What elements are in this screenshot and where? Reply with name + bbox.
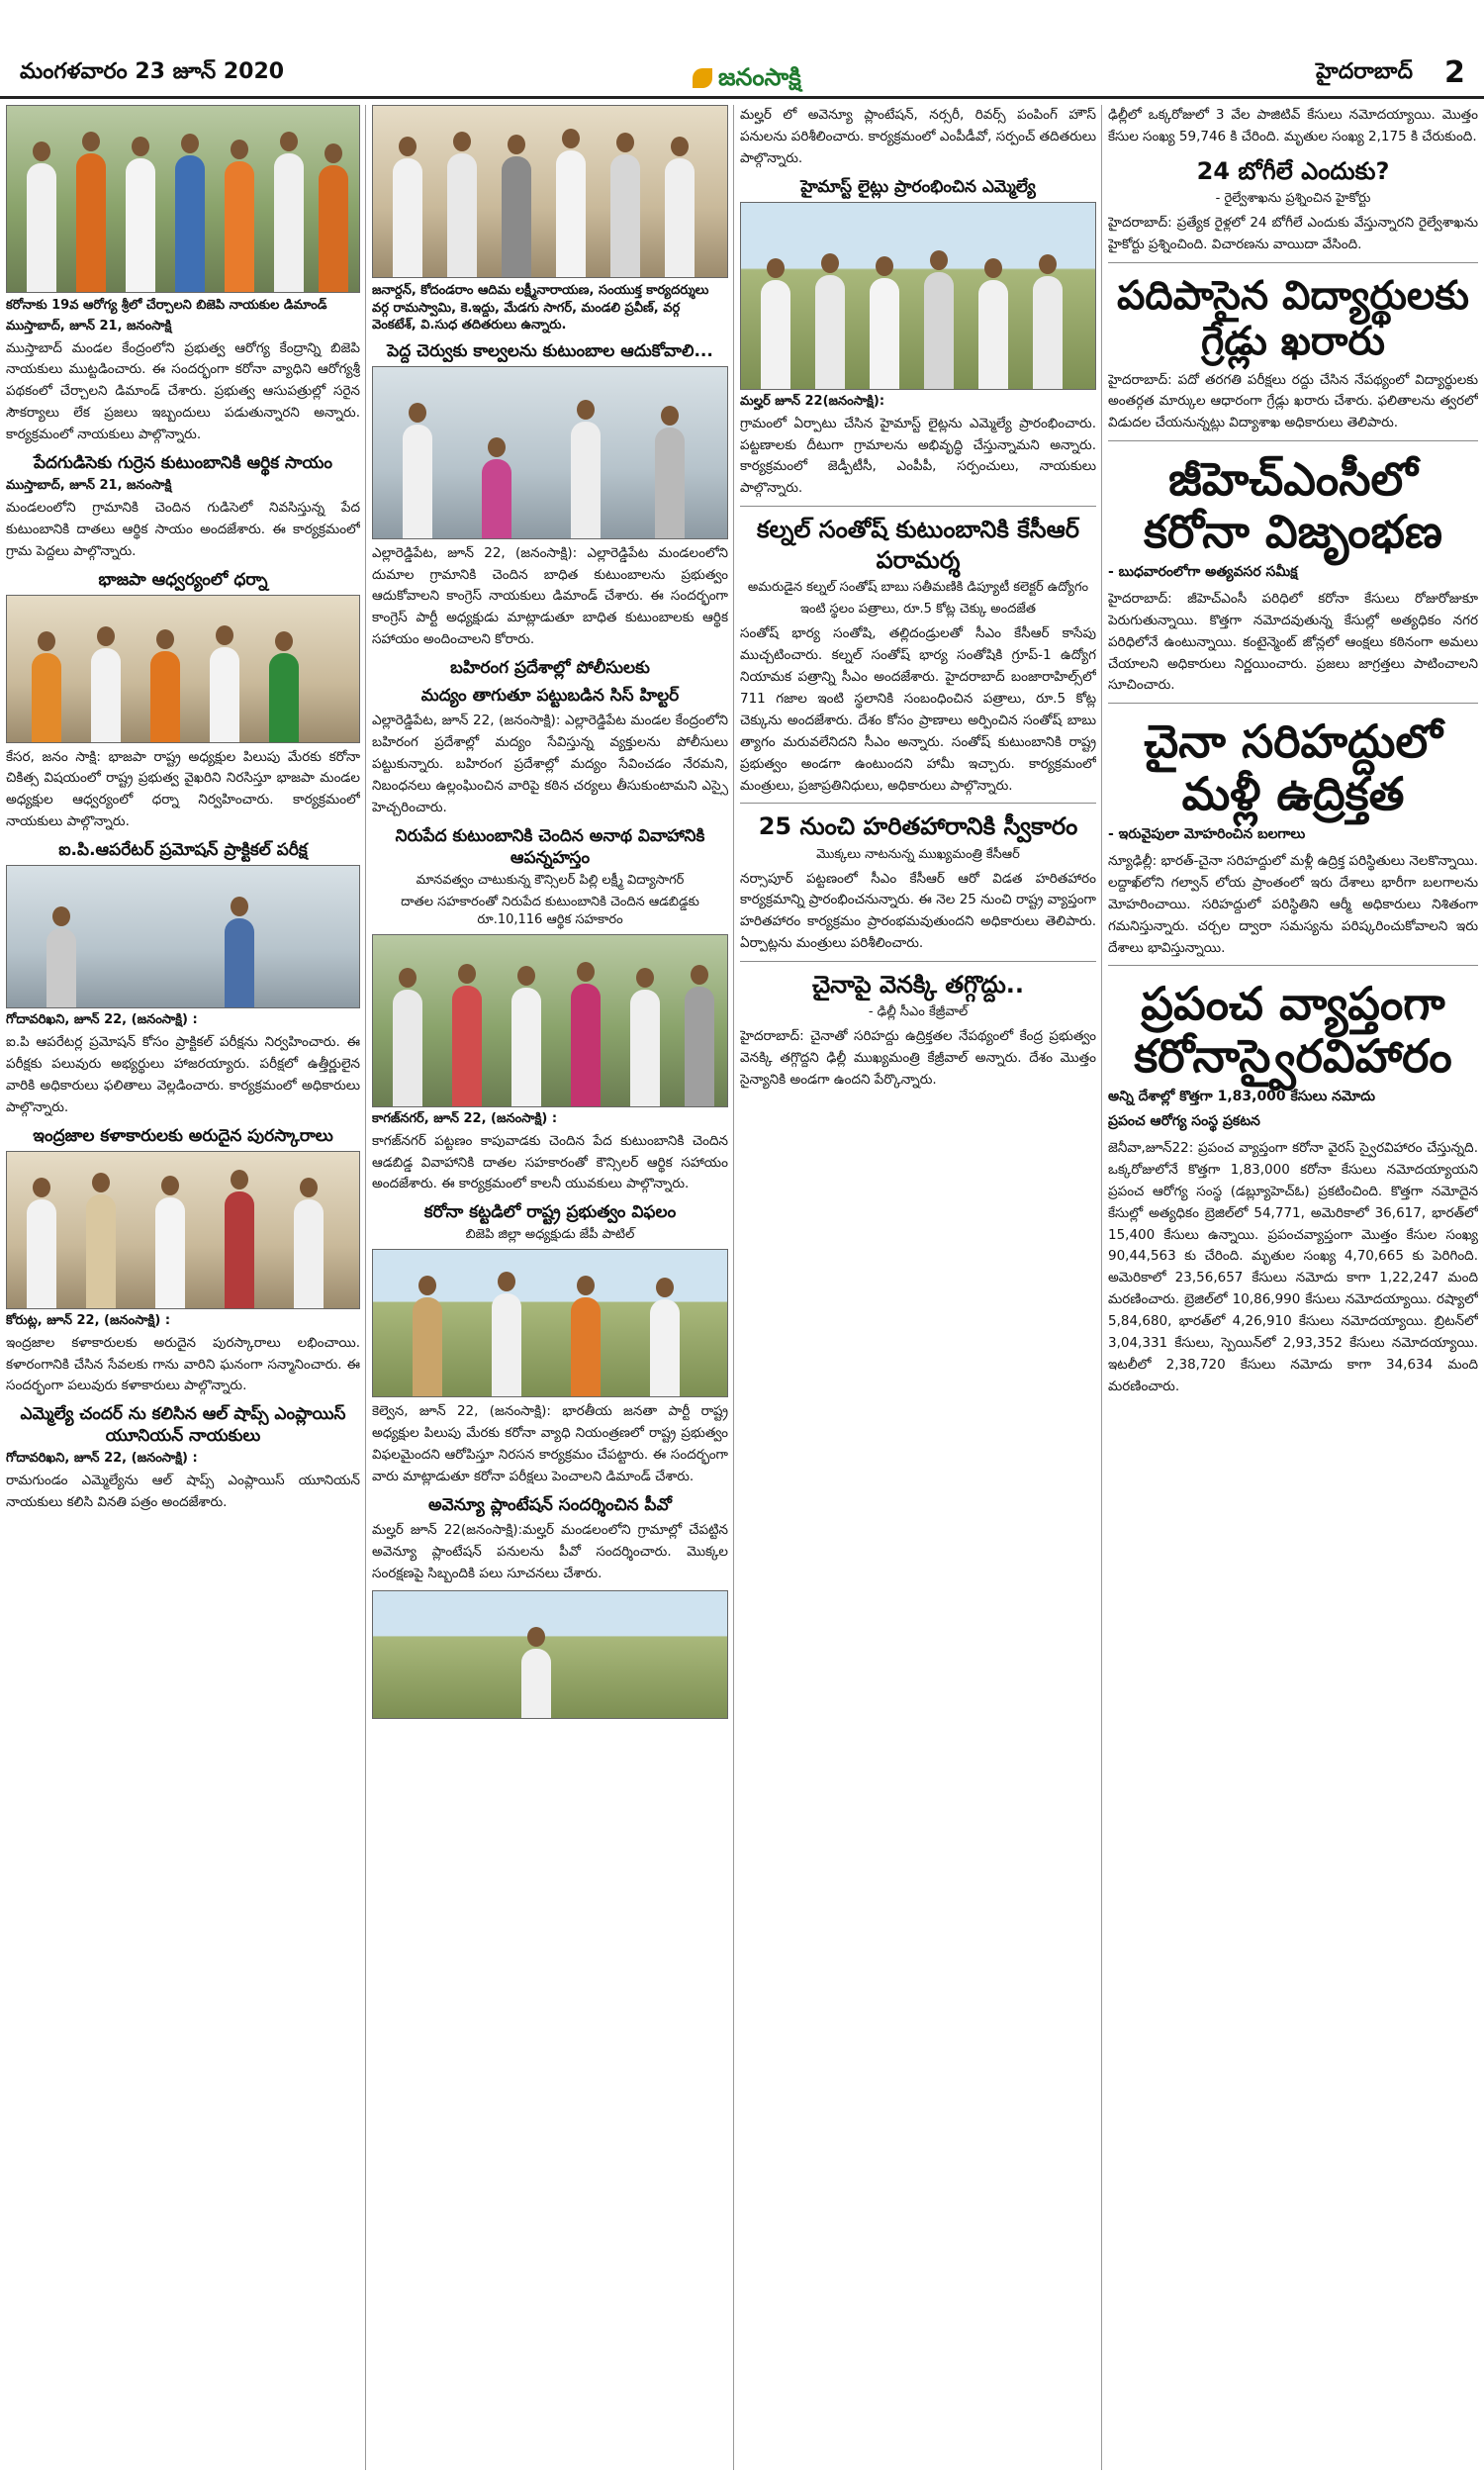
dateline: మల్హర్ జూన్ 22(జనంసాక్షి): — [740, 393, 885, 409]
article-body: నర్సాపూర్ పట్టణంలో సీఎం కేసీఆర్ ఆరో విడత హరితహారం కార్యక్రమాన్ని ప్రారంభించనున్నారు. ఈ నెల 25 నుంచి రాష్ట్ర వ్యాప్తంగా హరితహారం కార్యక్రమం ప్రారంభమవుతుందని అధికారులు తెలిపారు. ఏర్పాట్లను మంత్రులు పరిశీలించారు. — [740, 870, 1096, 952]
issue-date: మంగళవారం 23 జూన్ 2020 — [20, 59, 285, 84]
divider — [1108, 262, 1478, 263]
dateline: గోదావరిఖని, జూన్ 22, (జనంసాక్షి) : — [6, 1451, 198, 1467]
article-headline: ఎమ్మెల్యే చందర్ ను కలిసిన ఆల్ షాప్స్ ఎంప్లాయిస్ యూనియన్ నాయకులు — [20, 1404, 346, 1447]
article-headline: చైనా సరిహద్దులో మళ్లీ ఉద్రిక్తత — [1144, 714, 1442, 821]
edition-city: హైదరాబాద్ — [1316, 59, 1413, 84]
article-body: కాగజ్‌నగర్ పట్టణం కాపువాడకు చెందిన పేద కుటుంబానికి చెందిన ఆడబిడ్డ వివాహానికి దాతల సహకారంతో కౌన్సిలర్ ఆర్థిక సహాయం అందజేశారు. ఈ కార్యక్రమంలో కాలనీ యువకులు పాల్గొన్నారు. — [372, 1132, 728, 1192]
paper-logo — [693, 63, 801, 97]
article-headline: 24 బోగీలే ఎందుకు? — [1196, 156, 1390, 185]
article-body: గ్రామంలో ఏర్పాటు చేసిన హైమాస్ట్ లైట్లను ఎమ్మెల్యే ప్రారంభించారు. పట్టణాలకు దీటుగా గ్రామాలను అభివృద్ధి చేస్తున్నామని అన్నారు. కార్యక్రమంలో జెడ్పీటీసీ, ఎంపీపీ, సర్పంచులు, నాయకులు పాల్గొన్నారు. — [740, 415, 1096, 497]
news-photo-plantation — [372, 1590, 728, 1719]
article-headline: అవెన్యూ ప్లాంటేషన్ సందర్శించిన పీవో — [428, 1494, 672, 1515]
news-photo-group — [372, 105, 728, 278]
article-body: జెనీవా,జూన్22: ప్రపంచ వ్యాప్తంగా కరోనా వైరస్ స్వైరవిహారం చేస్తున్నది. ఒక్కరోజులోనే కొత్తగా 1,83,000 కరోనా కేసులు నమోదయ్యాయని ప్రపంచ ఆరోగ్య సంస్థ (డబ్ల్యూహెచ్‌ఓ) ప్రకటించింది. కొత్తగా నమోదైన కేసుల్లో అత్యధికం బ్రెజిల్‌లో 54,771, అమెరికాలో 36,617, భారత్‌లో 15,400 కేసులు ఉన్నాయి. ప్రపంచవ్యాప్తంగా మొత్తం కేసుల సంఖ్య 90,44,563 కు చేరింది. మృతుల సంఖ్య 4,70,665 కు పెరిగింది. అమెరికాలో 23,56,657 కేసులు నమోదు కాగా 1,22,247 మంది మరణించారు. బ్రెజిల్‌లో 10,86,990 కేసులు నమోదయ్యాయి. రష్యాలో 5,84,680, భారత్‌లో 4,26,910 కేసులు నమోదయ్యాయి. బ్రిటన్‌లో 3,04,331 కేసులు, స్పెయిన్‌లో 2,93,352 కేసులు నమోదయ్యాయి. ఇటలీలో 2,38,720 కేసులు నమోదు కాగా 34,634 మంది మరణించారు. — [1108, 1140, 1478, 1394]
article-headline: ఇంద్రజాల కళాకారులకు అరుదైన పురస్కారాలు — [33, 1125, 333, 1146]
news-photo-family — [372, 366, 728, 539]
photo-caption: కరోనాకు 19వ ఆరోగ్య శ్రీలో చేర్చాలని బిజెపి నాయకుల డిమాండ్ — [6, 298, 327, 313]
article-body: హైదరాబాద్: చైనాతో సరిహద్దు ఉద్రిక్తతల నేపథ్యంలో కేంద్ర ప్రభుత్వం వెనక్కి తగ్గొద్దని ఢిల్లీ ముఖ్యమంత్రి కేజ్రీవాల్ అన్నారు. దేశం మొత్తం సైన్యానికి అండగా ఉందని పేర్కొన్నారు. — [740, 1028, 1096, 1088]
article-body: ఇంద్రజాల కళాకారులకు అరుదైన పురస్కారాలు లభించాయి. కళారంగానికి చేసిన సేవలకు గాను వారిని ఘనంగా సన్మానించారు. ఈ సందర్భంగా పలువురు కళాకారులు పాల్గొన్నారు. — [6, 1334, 360, 1394]
news-photo-high-mast — [740, 202, 1096, 390]
article-subhead: బిజెపి జిల్లా అధ్యక్షుడు జేపీ పాటిల్ — [465, 1227, 635, 1243]
news-photo-dharna — [6, 595, 360, 743]
article-subhead: - ఇరువైపులా మోహరించిన బలగాలు — [1108, 826, 1306, 843]
paper-name: జనంసాక్షి — [718, 63, 801, 91]
divider — [1108, 965, 1478, 966]
page-number: 2 — [1444, 55, 1465, 90]
column-divider — [733, 105, 734, 2470]
divider — [1108, 440, 1478, 441]
article-subhead: అమరుడైన కల్నల్ సంతోష్ బాబు సతీమణికి డిప్యూటీ కలెక్టర్ ఉద్యోగం — [747, 580, 1089, 596]
dateline: కోరుట్ల, జూన్ 22, (జనంసాక్షి) : — [6, 1312, 171, 1328]
article-headline: 25 నుంచి హరితహారానికి స్వీకారం — [758, 812, 1078, 841]
news-photo-exam-room — [6, 865, 360, 1008]
article-body: కేసర, జనం సాక్షి: భాజపా రాష్ట్ర అధ్యక్షుల పిలుపు మేరకు కరోనా చికిత్స విషయంలో రాష్ట్ర ప్రభుత్వ వైఖరిని నిరసిస్తూ భాజపా మండల అధ్యక్షుల ఆధ్వర్యంలో ధర్నా నిర్వహించారు. కార్యక్రమంలో నాయకులు పాల్గొన్నారు. — [6, 748, 360, 830]
article-subhead: - ఢిల్లీ సీఎం కేజ్రీవాల్ — [868, 1004, 969, 1020]
article-body: హైదరాబాద్: పదో తరగతి పరీక్షలు రద్దు చేసిన నేపథ్యంలో విద్యార్థులకు అంతర్గత మార్కుల ఆధారంగా గ్రేడ్లు ఖరారు చేశారు. ఫలితాలను త్వరలో విడుదల చేయనున్నట్లు విద్యాశాఖ అధికారులు తెలిపారు. — [1108, 371, 1478, 431]
news-photo-bjp-protest — [6, 105, 360, 293]
article-subhead: దాతల సహకారంతో నిరుపేద కుటుంబానికి చెందిన ఆడబిడ్డకు రూ.10,116 ఆర్థిక సహకారం — [401, 894, 699, 927]
article-headline: పెద్ద చెర్వుకు కాల్వలను కుటుంబాల ఆదుకోవాలి... — [387, 340, 713, 361]
article-subhead: మానవత్వం చాటుకున్న కౌన్సిలర్ పిల్లి లక్ష్మీ విద్యాసాగర్ — [416, 872, 685, 888]
article-headline: ప్రపంచ వ్యాప్తంగా కరోనాస్వైరవిహారం — [1134, 977, 1452, 1084]
article-body: మల్హర్ లో అవెన్యూ ప్లాంటేషన్, నర్సరీ, రివర్స్ పంపింగ్ హౌస్ పనులను పరిశీలించారు. కార్యక్రమంలో ఎంపీడీవో, సర్పంచ్ తదితరులు పాల్గొన్నారు. — [740, 107, 1096, 166]
article-headline: ఐ.పి.ఆపరేటర్ ప్రమోషన్ ప్రాక్టికల్ పరీక్ష — [58, 840, 308, 861]
leaf-icon — [693, 68, 712, 88]
article-subhead: - రైల్వేశాఖను ప్రశ్నించిన హైకోర్టు — [1215, 190, 1371, 206]
article-subhead: ప్రపంచ ఆరోగ్య సంస్థ ప్రకటన — [1108, 1113, 1260, 1130]
article-headline: నిరుపేద కుటుంబానికి చెందిన అనాథ వివాహానికి ఆపన్నహస్తం — [395, 825, 705, 868]
article-body: ఎల్లారెడ్డిపేట, జూన్ 22, (జనంసాక్షి): ఎల్లారెడ్డిపేట మండల కేంద్రంలోని బహిరంగ ప్రదేశాల్లో మద్యం సేవిస్తున్న వ్యక్తులను పోలీసులు పట్టుకున్నారు. బహిరంగ ప్రదేశాల్లో మద్యం సేవించడం నేరమని, నిబంధనలు ఉల్లంఘించిన వారిపై కఠిన చర్యలు తీసుకుంటామని ఎస్సై హెచ్చరించారు. — [372, 713, 728, 815]
article-body: మండలంలోని గ్రామానికి చెందిన గుడిసెలో నివసిస్తున్న పేద కుటుంబానికి దాతలు ఆర్థిక సాయం అందజేశారు. ఈ కార్యక్రమంలో గ్రామ పెద్దలు పాల్గొన్నారు. — [6, 499, 360, 559]
article-headline: మద్యం తాగుతూ పట్టుబడిన సిస్ హిల్టర్ — [420, 686, 680, 707]
article-body: కెల్వెన, జూన్ 22, (జనంసాక్షి): భారతీయ జనతా పార్టీ రాష్ట్ర అధ్యక్షుల పిలుపు మేరకు కరోనా వ్యాధి నియంత్రణలో రాష్ట్ర ప్రభుత్వం విఫలమైందని ఆరోపిస్తూ నిరసన కార్యక్రమం చేపట్టారు. ఈ సందర్భంగా వారు మాట్లాడుతూ కరోనా పరీక్షలు పెంచాలని డిమాండ్ చేశారు. — [372, 1403, 728, 1484]
article-subhead: - బుధవారంలోగా అత్యవసర సమీక్ష — [1108, 563, 1298, 580]
column-1 — [6, 105, 360, 2470]
article-headline: కరోనా కట్టడిలో రాష్ట్ర ప్రభుత్వం విఫలం — [423, 1202, 677, 1223]
column-2 — [372, 105, 728, 2470]
column-3 — [740, 105, 1096, 2470]
column-4 — [1108, 105, 1478, 2470]
masthead — [0, 0, 1484, 99]
article-body: రామగుండం ఎమ్మెల్యేను ఆల్ షాప్స్ ఎంప్లాయిస్ యూనియన్ నాయకులు కలిసి వినతి పత్రం అందజేశారు. — [6, 1473, 360, 1511]
article-headline: కల్నల్ సంతోష్ కుటుంబానికి కేసీఆర్ పరామర్శ — [757, 516, 1079, 575]
dateline: కాగజ్‌నగర్, జూన్ 22, (జనంసాక్షి) : — [372, 1110, 558, 1126]
column-divider — [1101, 105, 1102, 2470]
article-body: సంతోష్ భార్య సంతోషి, తల్లిదండ్రులతో సీఎం కేసీఆర్ కాసేపు ముచ్చటించారు. కల్నల్ సంతోష్ భార్య సంతోషికి గ్రూప్-1 ఉద్యోగ నియామక పత్రాన్ని సీఎం అందజేశారు. హైదరాబాద్ బంజారాహిల్స్‌లో 711 గజాల ఇంటి స్థలానికి సంబంధించిన పత్రాలు, రూ.5 కోట్ల చెక్కును అందజేశారు. దేశం కోసం ప్రాణాలు అర్పించిన సంతోష్ బాబు త్యాగం మరువలేనిదని సీఎం అన్నారు. సంతోష్ కుటుంబానికి రాష్ట్ర ప్రభుత్వం అండగా ఉంటుందని హామీ ఇచ్చారు. కార్యక్రమంలో మంత్రులు, ప్రజాప్రతినిధులు, అధికారులు పాల్గొన్నారు. — [740, 625, 1096, 794]
dateline: గోదావరిఖని, జూన్ 22, (జనంసాక్షి) : — [6, 1012, 198, 1028]
news-photo-donation — [372, 934, 728, 1107]
article-subhead: ఇంటి స్థలం పత్రాలు, రూ.5 కోట్ల చెక్కు అందజేత — [799, 602, 1037, 618]
article-body: ఐ.పి ఆపరేటర్ల ప్రమోషన్ కోసం ప్రాక్టికల్ పరీక్షను నిర్వహించారు. ఈ పరీక్షకు పలువురు అభ్యర్థులు హాజరయ్యారు. పరీక్షలో ఉత్తీర్ణులైన వారికి అధికారులు ఫలితాలు వెల్లడించారు. కార్యక్రమంలో అధికారులు పాల్గొన్నారు. — [6, 1034, 360, 1115]
dateline: ముస్తాబాద్, జూన్ 21, జనంసాక్షి — [6, 318, 172, 333]
news-photo-police — [372, 1249, 728, 1397]
article-body: న్యూఢిల్లీ: భారత్-చైనా సరిహద్దులో మళ్లీ ఉద్రిక్త పరిస్థితులు నెలకొన్నాయి. లద్దాఖ్‌లోని గల్వాన్ లోయ ప్రాంతంలో ఇరు దేశాలు భారీగా బలగాలను మోహరించాయి. సరిహద్దులో పరిస్థితిని ఆర్మీ అధికారులు నిశితంగా గమనిస్తున్నారు. చర్చల ద్వారా సమస్యను పరిష్కరించుకోవాలని ఇరు దేశాలు భావిస్తున్నాయి. — [1108, 853, 1478, 956]
article-headline: బహిరంగ ప్రదేశాల్లో పోలీసులకు — [450, 658, 650, 679]
article-body: మల్హర్ జూన్ 22(జనంసాక్షి):మల్హర్ మండలంలోని గ్రామాల్లో చేపట్టిన అవెన్యూ ప్లాంటేషన్ పనులను పీవో సందర్శించారు. మొక్కల సంరక్షణపై సిబ్బందికి పలు సూచనలు చేశారు. — [372, 1521, 728, 1581]
column-divider — [365, 105, 366, 2470]
divider — [740, 803, 1096, 804]
article-body: హైదరాబాద్: జీహెచ్ఎంసీ పరిధిలో కరోనా కేసులు రోజురోజుకూ పెరుగుతున్నాయి. కొత్తగా నమోదవుతున్న కేసుల్లో అత్యధికం నగర పరిధిలోనే ఉంటున్నాయి. కంటైన్మెంట్ జోన్లలో ఆంక్షలు కఠినంగా అమలు చేయాలని అధికారులు నిర్ణయించారు. ప్రజలు జాగ్రత్తలు పాటించాలని సూచించారు. — [1108, 590, 1478, 694]
article-body: ఎల్లారెడ్డిపేట, జూన్ 22, (జనంసాక్షి): ఎల్లారెడ్డిపేట మండలంలోని దుమాల గ్రామానికి చెందిన బాధిత కుటుంబాలను ప్రభుత్వం ఆదుకోవాలని కాంగ్రెస్ నాయకులు డిమాండ్ చేశారు. ఈ సందర్భంగా కాంగ్రెస్ పార్టీ అధ్యక్షుడు మాట్లాడుతూ బాధిత కుటుంబాలకు ఆర్థిక సహాయం అందించాలని కోరారు. — [372, 544, 728, 648]
divider — [740, 961, 1096, 962]
article-headline: భాజపా ఆధ్వర్యంలో ధర్నా — [98, 569, 268, 590]
article-headline: పేదగుడిసెకు గుర్రెన కుటుంబానికి ఆర్థిక సాయం — [33, 452, 333, 473]
article-subhead: అన్ని దేశాల్లో కొత్తగా 1,83,000 కేసులు నమోదు — [1108, 1089, 1376, 1105]
article-headline: పదిపాసైన విద్యార్థులకు గ్రేడ్లు ఖరారు — [1116, 271, 1470, 364]
divider — [1108, 703, 1478, 704]
article-headline: జీహెచ్ఎంసీలో కరోనా విజృంభణ — [1143, 452, 1443, 559]
news-photo-award — [6, 1151, 360, 1309]
article-body: హైదరాబాద్: ప్రత్యేక రైళ్లలో 24 బోగీలే ఎందుకు వేస్తున్నారని రైల్వేశాఖను హైకోర్టు ప్రశ్నించింది. విచారణను వాయిదా వేసింది. — [1108, 214, 1478, 252]
divider — [740, 506, 1096, 507]
article-body: ఢిల్లీలో ఒక్కరోజులో 3 వేల పాజిటివ్ కేసులు నమోదయ్యాయి. మొత్తం కేసుల సంఖ్య 59,746 కి చేరింది. మృతుల సంఖ్య 2,175 కి చేరుకుంది. — [1108, 107, 1478, 144]
article-subhead: మొక్కలు నాటనున్న ముఖ్యమంత్రి కేసీఆర్ — [816, 846, 1020, 862]
article-headline: హైమాస్ట్ లైట్లు ప్రారంభించిన ఎమ్మెల్యే — [800, 176, 1036, 197]
photo-caption: జనార్దన్, కోదండరాం ఆదిమ లక్ష్మీనారాయణ, సంయుక్త కార్యదర్శులు వర్గ రామస్వామి, కె.ఇద్దు, మేడగు సాగర్, మండలి ప్రవీణ్, వర్గ వెంకటేశ్, వి.సుధ తదితరులు ఉన్నారు. — [372, 283, 709, 333]
article-headline: చైనాపై వెనక్కి తగ్గొద్దు.. — [811, 970, 1025, 999]
article-body: ముస్తాబాద్ మండల కేంద్రంలోని ప్రభుత్వ ఆరోగ్య కేంద్రాన్ని బిజెపి నాయకులు ముట్టడించారు. ఈ సందర్భంగా కరోనా వ్యాధిని ఆరోగ్యశ్రీ పథకంలో చేర్చాలని డిమాండ్ చేశారు. ప్రభుత్వ ఆసుపత్రుల్లో సరైన సౌకర్యాలు లేక ప్రజలు ఇబ్బందులు పడుతున్నారని అన్నారు. కార్యక్రమంలో నాయకులు పాల్గొన్నారు. — [6, 339, 360, 442]
dateline: ముస్తాబాద్, జూన్ 21, జనంసాక్షి — [6, 477, 172, 493]
